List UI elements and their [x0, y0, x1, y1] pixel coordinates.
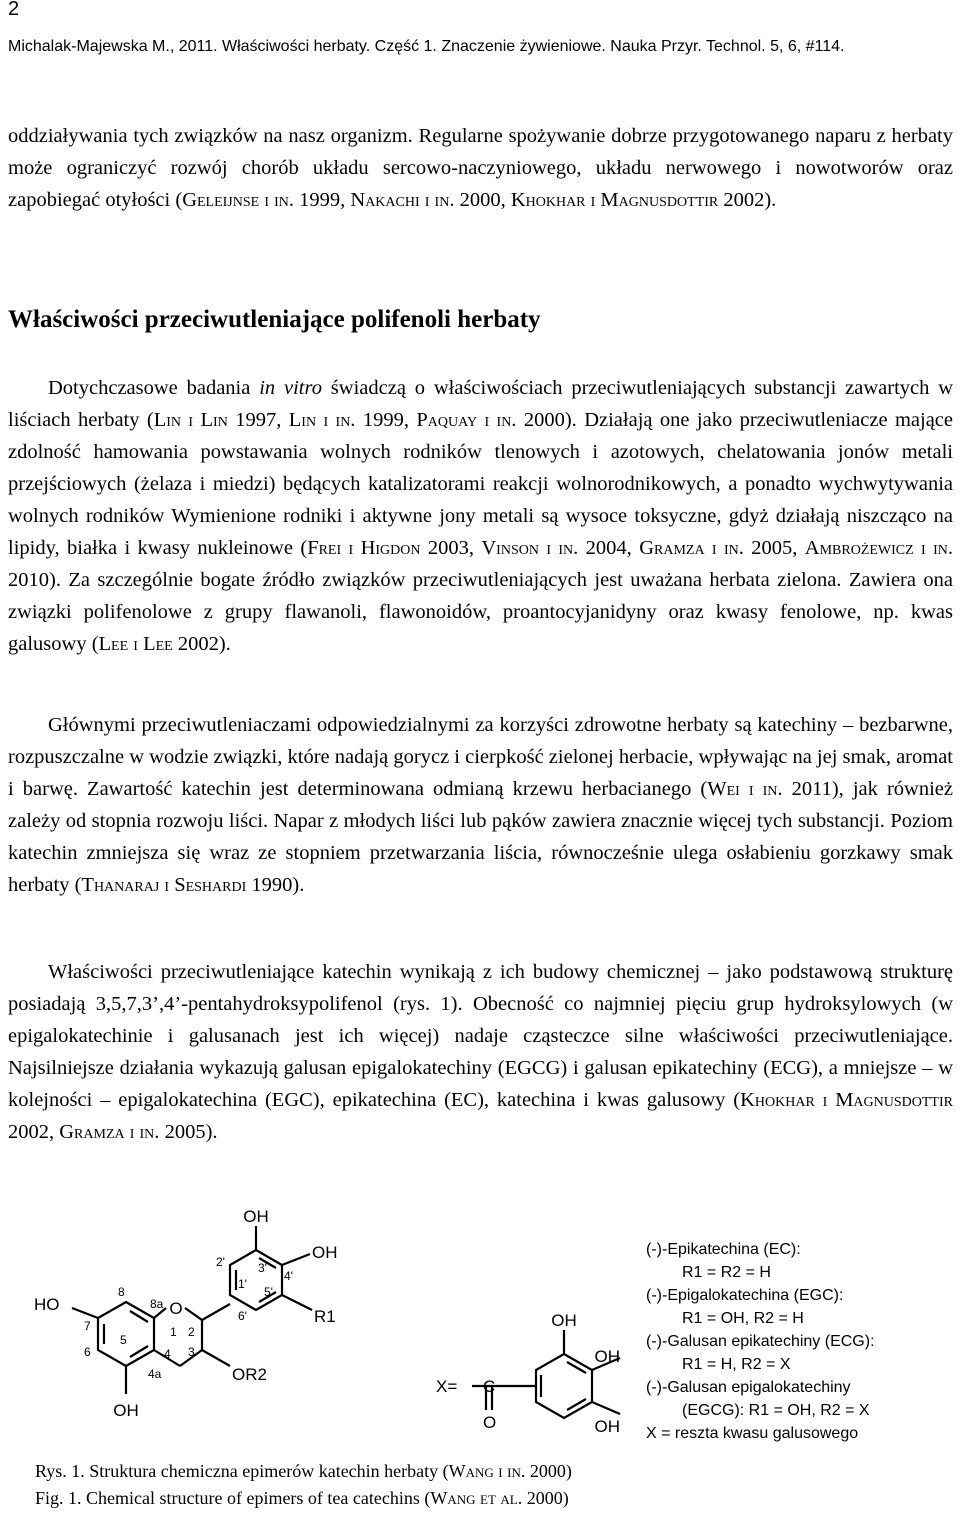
legend-line: R1 = R2 = H	[682, 1264, 771, 1281]
ho-label: HO	[34, 1295, 60, 1314]
atom-number: 4a	[148, 1367, 162, 1381]
oh-label: OH	[594, 1347, 620, 1366]
molecule-bonds	[72, 1226, 620, 1418]
citation-author: Thanaraj i Seshardi	[81, 874, 247, 896]
x-equals-label: X=	[436, 1377, 458, 1396]
legend-line: (-)-Epigalokatechina (EGC):	[646, 1287, 844, 1304]
figure-legend	[646, 1238, 875, 1445]
citation-author: Vinson i in.	[481, 537, 579, 559]
carbonyl-oxygen-label: O	[483, 1413, 497, 1432]
citation-author: Wang i in.	[448, 1461, 526, 1481]
caption-text: 2000)	[522, 1488, 569, 1508]
text: Głównymi przeciwutleniaczami odpowiedzialnymi za korzyści zdrowotne herbaty są katechiny – bezbarwne, rozpuszczalne w wodzie związki, które nadają gorycz i cierpkość zielonej herbacie, wpływając na jej smak, aromat i barwę. Zawartość katechin jest determinowana odmianą krzewu herbacianego (	[8, 714, 953, 800]
atom-number: 5'	[264, 1285, 273, 1299]
citation-author: Khokhar i Magnusdottir	[740, 1089, 953, 1111]
text: 1990).	[246, 874, 305, 896]
legend-line: R1 = OH, R2 = H	[682, 1310, 804, 1327]
legend-line: R1 = H, R2 = X	[682, 1356, 791, 1373]
caption-text: 2000)	[525, 1461, 572, 1481]
paragraph-1	[8, 120, 953, 216]
text: Dotychczasowe badania	[48, 377, 260, 399]
atom-number: 2'	[216, 1255, 225, 1269]
citation-author: Gramza i in.	[59, 1121, 160, 1143]
atom-number: 1	[170, 1325, 177, 1339]
oh-label: OH	[594, 1417, 620, 1436]
figure-captions	[35, 1458, 572, 1512]
citation-author: Gramza i in.	[639, 537, 744, 559]
text: 1997,	[227, 409, 289, 431]
r1-label: R1	[314, 1307, 336, 1326]
text: 1999,	[355, 409, 417, 431]
legend-line: (EGCG): R1 = OH, R2 = X	[682, 1402, 870, 1419]
text: 2004,	[578, 537, 640, 559]
atom-number: 2	[188, 1325, 195, 1339]
citation-author: Geleijnse i in.	[182, 189, 295, 211]
atom-number: 4'	[284, 1269, 293, 1283]
caption-polish	[35, 1458, 572, 1485]
citation-author: Lin i in.	[288, 409, 356, 431]
citation-header: Michalak-Majewska M., 2011. Właściwości herbaty. Część 1. Znaczenie żywieniowe. Nauka Przyr. Technol. 5, 6, #114.	[8, 38, 845, 55]
legend-line: (-)-Galusan epikatechiny (ECG):	[646, 1333, 875, 1350]
oh-label: OH	[243, 1207, 269, 1226]
molecule-labels	[34, 1207, 338, 1420]
text: oddziaływania tych związków na nasz organizm. Regularne spożywanie dobrze przygotowanego naparu z herbaty może ograniczyć rozwój chorób układu sercowo-naczyniowego, układu nerwowego i nowotworów oraz zapobiegać otyłości (	[8, 125, 953, 211]
atom-number: 8a	[150, 1297, 164, 1311]
oh-label: OH	[113, 1401, 139, 1420]
atom-number: 6	[84, 1345, 91, 1359]
carbon-label: C	[483, 1377, 496, 1396]
citation-author: Khokhar i Magnusdottir	[510, 189, 719, 211]
oh-label: OH	[312, 1243, 338, 1262]
paragraph-3	[8, 709, 953, 901]
text: 2000,	[454, 189, 511, 211]
text: 2002).	[718, 189, 777, 211]
citation-author: Nakachi i in.	[350, 189, 455, 211]
atom-number: 3	[188, 1345, 195, 1359]
catechin-structure-figure	[20, 1198, 640, 1448]
atom-number: 8	[118, 1285, 125, 1299]
atom-number: 6'	[238, 1309, 247, 1323]
text: 2010). Za szczególnie bogate źródło związków przeciwutleniających jest uważana herbata zielona. Zawiera ona związki polifenolowe z grupy flawanoli, flawonoidów, proantocyjanidyny oraz kwasy fenolowe, np. kwas galusowy (	[8, 569, 953, 655]
citation-author: Paquay i in.	[416, 409, 517, 431]
text: 2002,	[8, 1121, 60, 1143]
text: 1999,	[294, 189, 351, 211]
legend-line: (-)-Epikatechina (EC):	[646, 1241, 801, 1258]
text: 2000). Działają one jako przeciwutleniacze mające zdolność hamowania powstawania wolnych rodników tlenowych i azotowych, chelatowania jonów metali przejściowych (żelaza i miedzi) będących katalizatorami reakcji wolnorodnikowych, a ponadto wychwytywania wolnych rodników Wymienione rodniki i aktywne jony metali są wysoce toksyczne, gdyż działają niszcząco na lipidy, białka i kwasy nukleinowe (	[8, 409, 954, 559]
text: 2003,	[420, 537, 482, 559]
atom-number: 1'	[238, 1277, 247, 1291]
atom-number: 4	[164, 1347, 171, 1361]
citation-author: Ambrożewicz i in.	[804, 537, 953, 559]
citation-author: Wei i in.	[707, 778, 783, 800]
citation-author: Lee i Lee	[98, 633, 173, 655]
caption-english	[35, 1485, 572, 1512]
caption-text: Rys. 1. Struktura chemiczna epimerów katechin herbaty (	[35, 1461, 449, 1481]
italic-term: in vitro	[259, 377, 322, 399]
ring-oxygen-label: O	[169, 1299, 183, 1318]
or2-label: OR2	[232, 1365, 267, 1384]
atom-number: 3'	[258, 1261, 267, 1275]
citation-author: Wang et al.	[430, 1488, 523, 1508]
legend-line: X = reszta kwasu galusowego	[646, 1425, 859, 1442]
atom-numbers	[84, 1255, 293, 1381]
section-heading: Właściwości przeciwutleniające polifenoli herbaty	[8, 306, 541, 333]
text: Właściwości przeciwutleniające katechin wynikają z ich budowy chemicznej – jako podstawową strukturę posiadają 3,5,7,3’,4’-pentahydroksypolifenol (rys. 1). Obecność co najmniej pięciu grup hydroksylowych (w epigalokatechinie i galusanach jest ich więcej) nadaje cząsteczce silne właściwości przeciwutleniające. Najsilniejsze działania wykazują galusan epigalokatechiny (EGCG) i galusan epikatechiny (ECG), a mniejsze – w kolejności – epigalokatechina (EGC), epikatechina (EC), katechina i kwas galusowy (	[8, 961, 953, 1111]
text: 2002).	[172, 633, 231, 655]
text: 2011), jak również zależy od stopnia rozwoju liści. Napar z młodych liści lub pąków zawiera znacznie więcej tych substancji. Poziom katechin zmniejsza się wraz ze stopniem przetwarzania liścia, równocześnie ulega osłabieniu gorzkawy smak herbaty (	[8, 778, 953, 896]
text: świadczą o właściwościach przeciwutleniających substancji zawartych w liściach herbaty (	[8, 377, 954, 431]
legend-line: (-)-Galusan epigalokatechiny	[646, 1379, 851, 1396]
caption-text: Fig. 1. Chemical structure of epimers of tea catechins (	[35, 1488, 431, 1508]
page-number: 2	[8, 0, 20, 20]
citation-author: Lin i Lin	[153, 409, 228, 431]
atom-number: 5	[120, 1333, 127, 1347]
atom-number: 7	[84, 1319, 91, 1333]
oh-label: OH	[551, 1311, 577, 1330]
text: 2005).	[159, 1121, 218, 1143]
citation-author: Frei i Higdon	[307, 537, 421, 559]
paragraph-2	[8, 372, 953, 660]
text: 2005,	[743, 537, 805, 559]
paragraph-4	[8, 956, 953, 1148]
